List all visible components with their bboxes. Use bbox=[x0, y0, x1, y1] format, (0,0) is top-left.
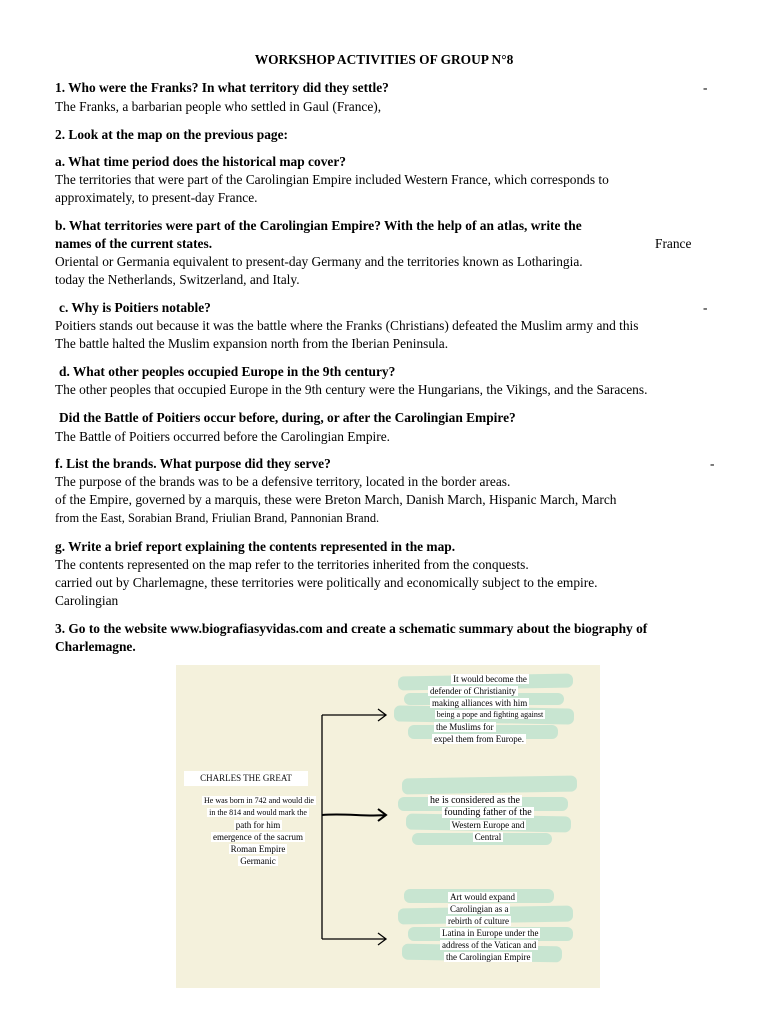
middle-text bbox=[428, 795, 548, 843]
question-c: c. Why is Poitiers notable? bbox=[59, 300, 211, 315]
center-line: emergence of the sacrum bbox=[212, 832, 304, 842]
bottom-line: Latina in Europe under the bbox=[442, 928, 539, 938]
page-title: WORKSHOP ACTIVITIES OF GROUP N°8 bbox=[254, 52, 514, 67]
center-title: CHARLES THE GREAT bbox=[200, 773, 292, 783]
bottom-text bbox=[436, 891, 566, 963]
top-line: It would become the bbox=[453, 674, 527, 684]
answer-f-line: The purpose of the brands was to be a defensive territory, located in the border areas. bbox=[55, 474, 511, 489]
question-2: 2. Look at the map on the previous page: bbox=[55, 127, 288, 142]
answer-g-line: carried out by Charlemagne, these territories were politically and economically subject to the empire. bbox=[55, 575, 598, 590]
answer-f-line: of the Empire, governed by a marquis, these were Breton March, Danish March, Hispanic March, March bbox=[55, 492, 617, 507]
question-1: 1. Who were the Franks? In what territory did they settle? bbox=[55, 80, 389, 95]
answer-d: The other peoples that occupied Europe in the 9th century were the Hungarians, the Vikings, and the Saracens. bbox=[55, 382, 648, 397]
answer-a-line: The territories that were part of the Carolingian Empire included Western France, which corresponds to bbox=[55, 172, 609, 187]
question-a: a. What time period does the historical map cover? bbox=[55, 154, 346, 169]
center-line: Roman Empire bbox=[230, 844, 286, 854]
bottom-line: Art would expand bbox=[450, 892, 515, 902]
dash-mark: - bbox=[703, 300, 708, 315]
bottom-line: the Carolingian Empire bbox=[446, 952, 531, 962]
center-title-box bbox=[184, 771, 308, 786]
answer-g-line: Carolingian bbox=[55, 593, 119, 608]
top-text bbox=[420, 673, 560, 745]
question-f: f. List the brands. What purpose did they serve? bbox=[55, 456, 331, 471]
question-b-line: names of the current states. bbox=[55, 236, 213, 251]
middle-line: he is considered as the bbox=[430, 795, 520, 806]
question-g: g. Write a brief report explaining the contents represented in the map. bbox=[55, 539, 456, 554]
middle-line: Western Europe and bbox=[451, 820, 525, 830]
answer-b-right-word: France bbox=[655, 236, 692, 251]
middle-line: founding father of the bbox=[444, 807, 532, 818]
center-line: in the 814 and would mark the bbox=[209, 808, 307, 817]
top-line: expel them from Europe. bbox=[434, 734, 524, 744]
center-line: He was born in 742 and would die bbox=[204, 796, 314, 805]
question-3-line: Charlemagne. bbox=[55, 639, 136, 654]
center-line: Germanic bbox=[240, 856, 276, 866]
bottom-line: Carolingian as a bbox=[450, 904, 509, 914]
middle-branch bbox=[322, 814, 386, 815]
bottom-line: address of the Vatican and bbox=[442, 940, 537, 950]
question-e: Did the Battle of Poitiers occur before, during, or after the Carolingian Empire? bbox=[59, 410, 516, 425]
answer-c-line: The battle halted the Muslim expansion north from the Iberian Peninsula. bbox=[55, 336, 449, 351]
answer-b-line: today the Netherlands, Switzerland, and Italy. bbox=[55, 272, 300, 287]
question-3-line: 3. Go to the website www.biografiasyvidas.com and create a schematic summary about the biography of bbox=[55, 621, 648, 636]
middle-line: Central bbox=[474, 832, 502, 842]
answer-e: The Battle of Poitiers occurred before the Carolingian Empire. bbox=[55, 429, 391, 444]
schematic-summary bbox=[176, 665, 600, 988]
answer-1: The Franks, a barbarian people who settled in Gaul (France), bbox=[55, 99, 382, 114]
answer-f-line: from the East, Sorabian Brand, Friulian Brand, Pannonian Brand. bbox=[55, 511, 380, 525]
question-b-line: b. What territories were part of the Carolingian Empire? With the help of an atlas, write the bbox=[55, 218, 582, 233]
center-line: path for him bbox=[235, 820, 281, 830]
center-text bbox=[202, 795, 314, 867]
question-d: d. What other peoples occupied Europe in the 9th century? bbox=[59, 364, 396, 379]
top-line: the Muslims for bbox=[436, 722, 494, 732]
answer-c-line: Poitiers stands out because it was the battle where the Franks (Christians) defeated the Muslim army and this bbox=[55, 318, 639, 333]
top-line: making alliances with him bbox=[432, 698, 528, 708]
top-line: being a pope and fighting against bbox=[436, 710, 544, 719]
bottom-line: rebirth of culture bbox=[448, 916, 509, 926]
answer-b-line: Oriental or Germania equivalent to present-day Germany and the territories known as Lotharingia. bbox=[55, 254, 583, 269]
answer-g-line: The contents represented on the map refer to the territories inherited from the conquests. bbox=[55, 557, 529, 572]
answer-a-line: approximately, to present-day France. bbox=[55, 190, 258, 205]
top-line: defender of Christianity bbox=[430, 686, 516, 696]
dash-mark: - bbox=[703, 80, 708, 95]
dash-mark: - bbox=[710, 456, 715, 471]
